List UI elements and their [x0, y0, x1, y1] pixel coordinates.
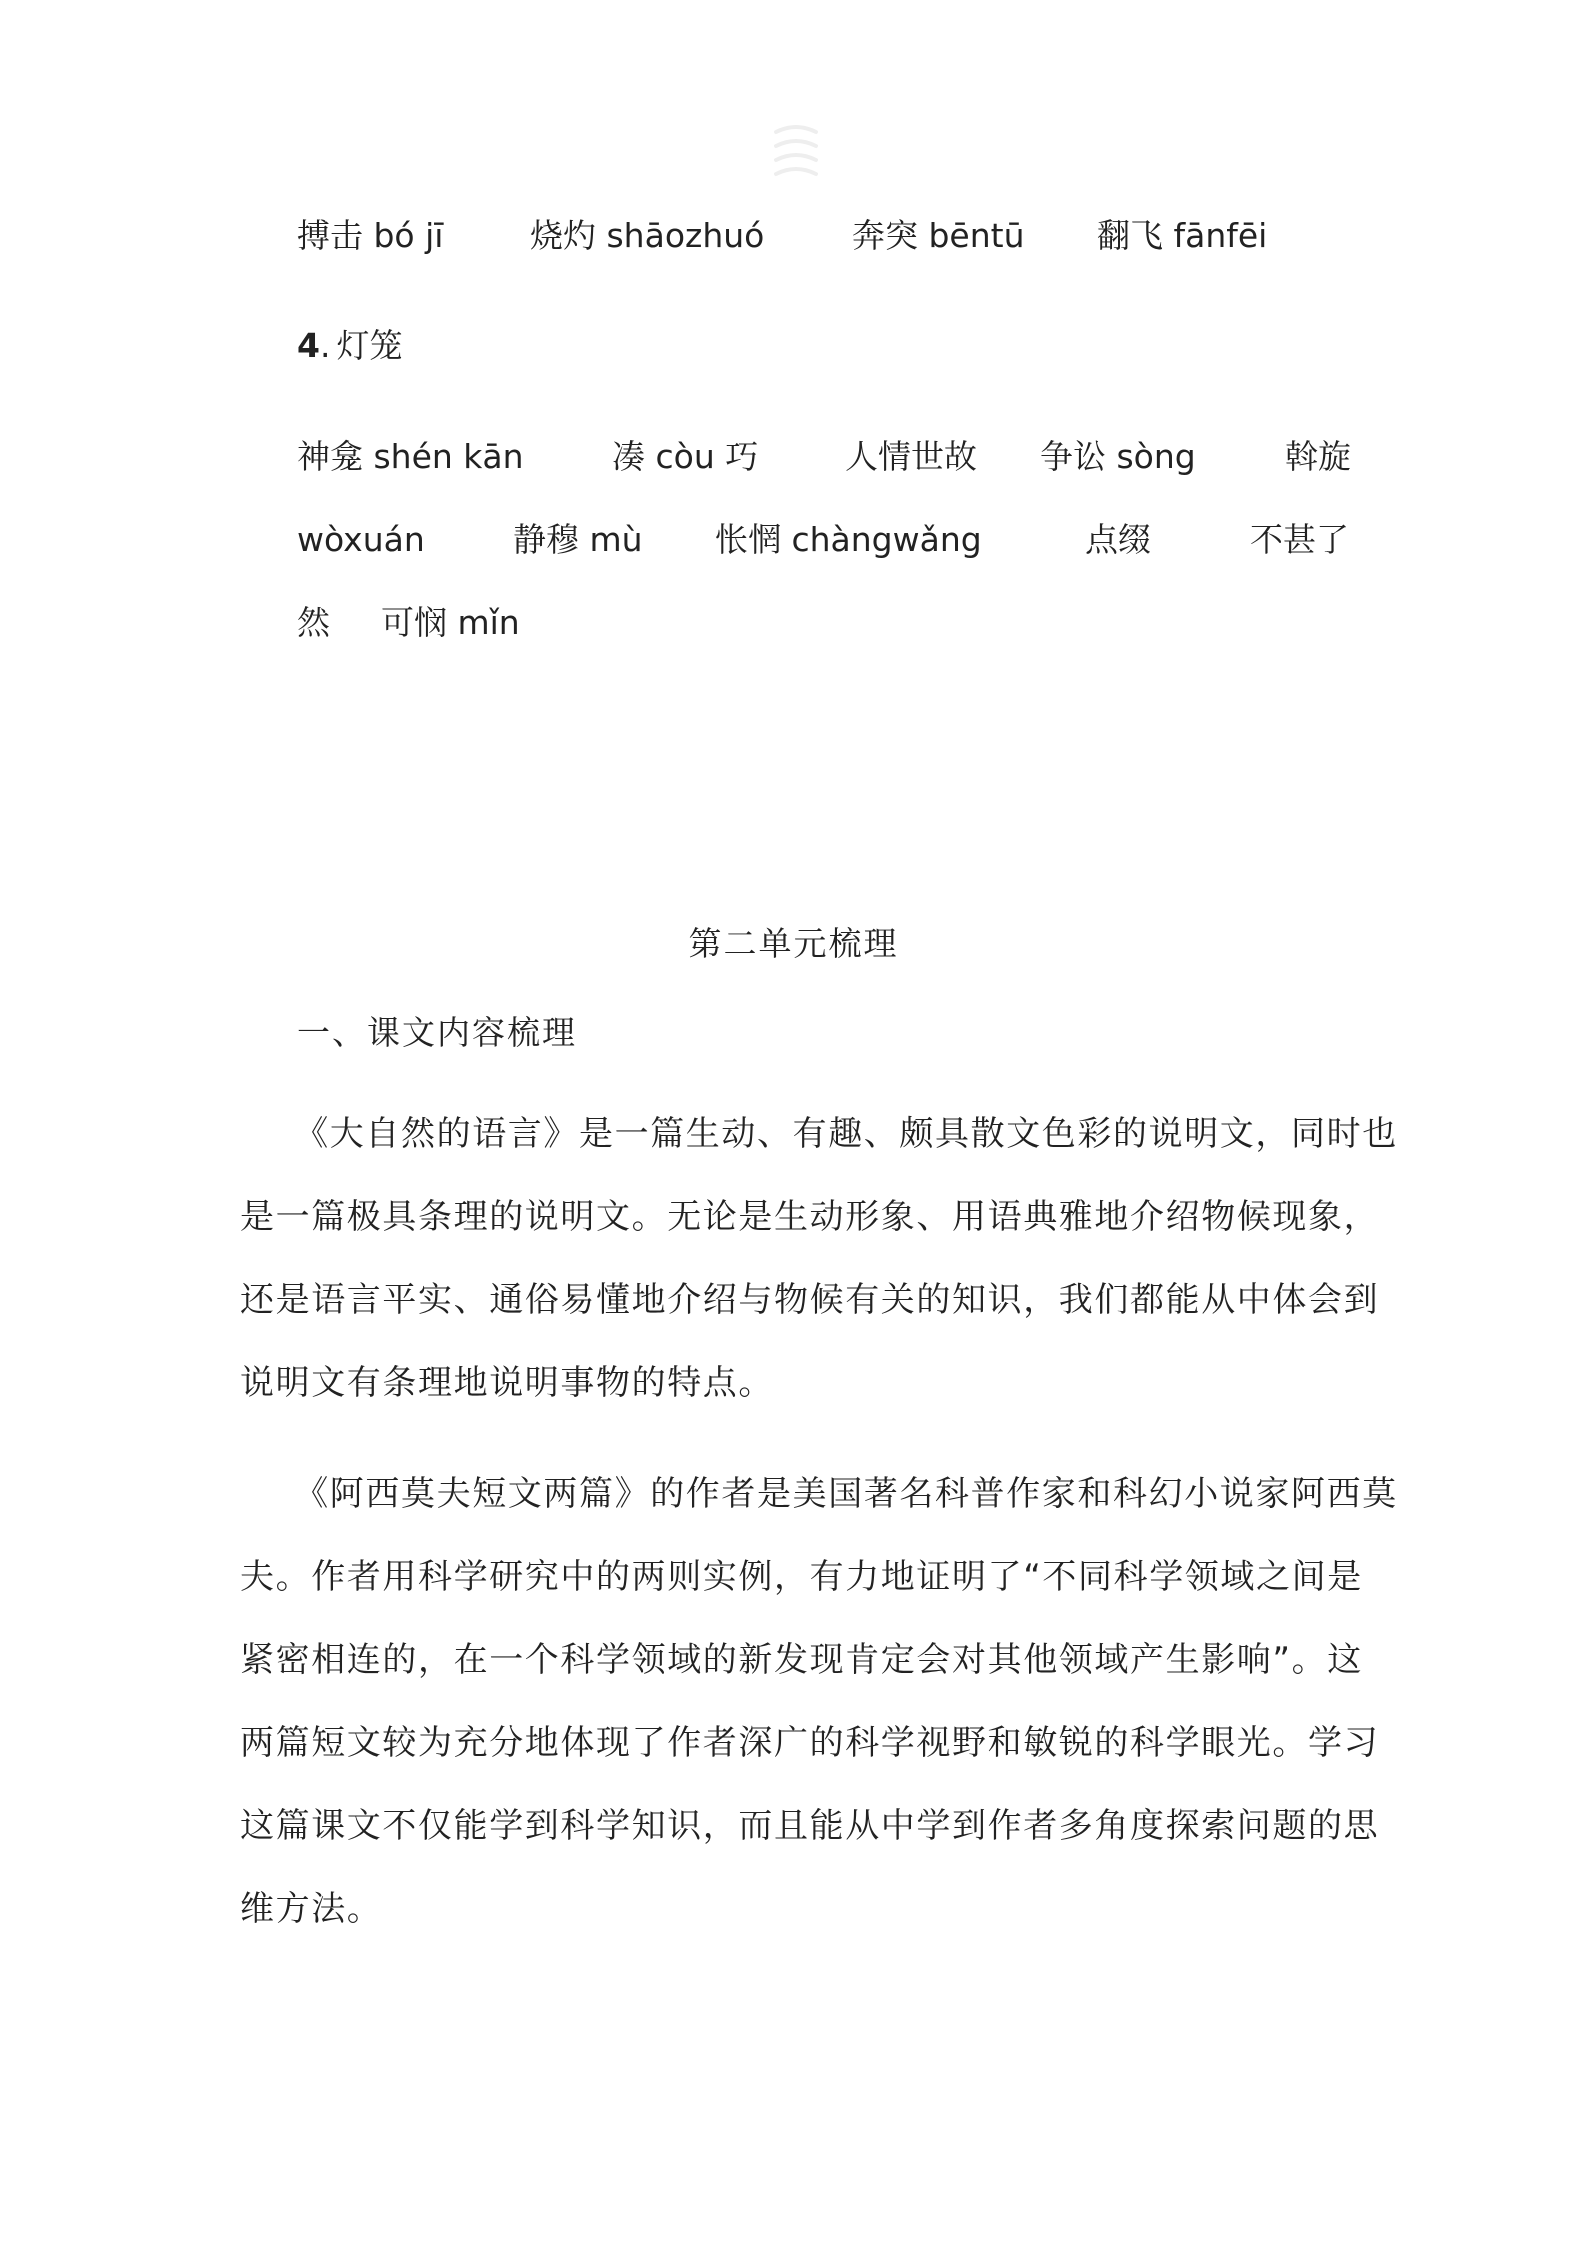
term-item: 烧灼 shāozhuó [530, 216, 765, 255]
term-item: 怅惘 chàngwǎng [715, 520, 982, 559]
term-item: 点缀 [1085, 520, 1151, 559]
lesson4-number: 4 [297, 326, 320, 365]
paragraph-line: 《阿西莫夫短文两篇》的作者是美国著名科普作家和科幻小说家阿西莫 [240, 1474, 1398, 1514]
term-item: 不甚了 [1250, 520, 1349, 559]
term-item: 翻飞 fānfēi [1097, 216, 1268, 255]
paragraph-line: 两篇短文较为充分地体现了作者深广的科学视野和敏锐的科学眼光。学习 [240, 1723, 1380, 1763]
paragraph-line: 说明文有条理地说明事物的特点。 [240, 1363, 774, 1403]
paragraph-line: 《大自然的语言》是一篇生动、有趣、颇具散文色彩的说明文，同时也 [240, 1114, 1398, 1154]
paragraph-line: 紧密相连的，在一个科学领域的新发现肯定会对其他领域产生影响”。这 [240, 1640, 1363, 1680]
paragraph-line: 还是语言平实、通俗易懂地介绍与物候有关的知识，我们都能从中体会到 [240, 1280, 1380, 1320]
paragraph-line: 这篇课文不仅能学到科学知识，而且能从中学到作者多角度探索问题的思 [240, 1806, 1380, 1846]
lesson4-heading [297, 326, 402, 366]
unit-title: 第二单元梳理 [688, 924, 899, 963]
section-heading: 一、课文内容梳理 [297, 1013, 577, 1052]
term-item: 神龛 shén kān [297, 437, 524, 476]
term-item: 静穆 mù [513, 520, 643, 559]
term-item: 搏击 bó jī [297, 216, 444, 255]
term-item: wòxuán [297, 520, 425, 559]
term-item: 争讼 sòng [1040, 437, 1196, 476]
term-item: 人情世故 [845, 437, 977, 476]
term-item: 可悯 mǐn [381, 603, 520, 642]
term-item: 斡旋 [1285, 437, 1351, 476]
lesson4-separator: . [319, 326, 331, 365]
paragraph-line: 夫。作者用科学研究中的两则实例，有力地证明了“不同科学领域之间是 [240, 1557, 1363, 1597]
watermark-icon [768, 118, 824, 188]
paragraph-line: 维方法。 [240, 1889, 383, 1929]
term-item: 奔突 bēntū [852, 216, 1025, 255]
paragraph-line: 是一篇极具条理的说明文。无论是生动形象、用语典雅地介绍物候现象， [240, 1197, 1380, 1237]
term-item: 凑 còu 巧 [612, 437, 759, 476]
lesson4-title: 灯笼 [336, 326, 403, 365]
term-item: 然 [297, 603, 330, 642]
